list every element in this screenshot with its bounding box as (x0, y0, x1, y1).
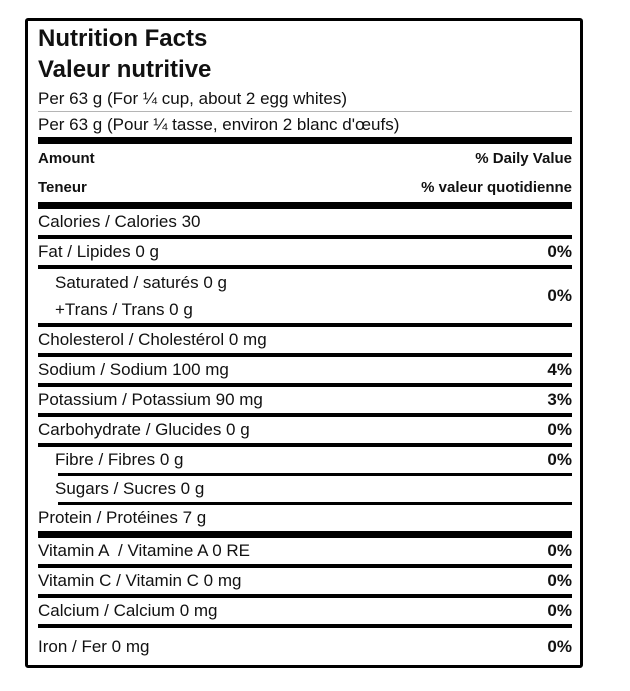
column-header-en (38, 144, 572, 173)
row-calcium (38, 598, 572, 624)
fibre-daily-value: 0% (547, 450, 572, 469)
daily-value-header-fr: % valeur quotidienne (421, 179, 572, 196)
saturated-label: Saturated / saturés 0 g (55, 272, 227, 292)
fat-label: Fat / Lipides 0 g (38, 242, 159, 261)
iron-daily-value: 0% (547, 636, 572, 656)
row-potassium (38, 387, 572, 413)
carbohydrate-label: Carbohydrate / Glucides 0 g (38, 420, 250, 439)
nutrition-facts-label (25, 18, 583, 668)
serving-size-en: Per 63 g (For ¼ cup, about 2 egg whites) (38, 88, 348, 108)
title-en: Nutrition Facts (38, 25, 208, 52)
row-sodium (38, 357, 572, 383)
calcium-daily-value: 0% (547, 601, 572, 620)
title-fr: Valeur nutritive (38, 56, 212, 83)
daily-value-header-en: % Daily Value (475, 150, 572, 167)
vitamin-a-daily-value: 0% (547, 541, 572, 560)
row-calories (38, 209, 572, 235)
potassium-label: Potassium / Potassium 90 mg (38, 390, 263, 409)
row-iron (38, 628, 572, 665)
saturated-trans-labels (38, 269, 227, 323)
fibre-label: Fibre / Fibres 0 g (55, 450, 184, 469)
vitamin-c-label: Vitamin C / Vitamin C 0 mg (38, 571, 242, 590)
sodium-label: Sodium / Sodium 100 mg (38, 360, 229, 379)
amount-header-fr: Teneur (38, 179, 87, 196)
sugars-label: Sugars / Sucres 0 g (55, 479, 205, 498)
calcium-label: Calcium / Calcium 0 mg (38, 601, 218, 620)
row-cholesterol (38, 327, 572, 353)
amount-header-en: Amount (38, 150, 95, 167)
calories-label: Calories / Calories 30 (38, 212, 201, 231)
sodium-daily-value: 4% (547, 360, 572, 379)
saturated-trans-daily-value: 0% (547, 286, 572, 305)
row-fibre (38, 447, 572, 473)
thick-divider-top (38, 137, 572, 144)
row-vitamin-a (38, 538, 572, 564)
thick-divider-header (38, 202, 572, 209)
iron-label: Iron / Fer 0 mg (38, 636, 150, 656)
vitamin-a-label: Vitamin A / Vitamine A 0 RE (38, 541, 250, 560)
cholesterol-label: Cholesterol / Cholestérol 0 mg (38, 330, 267, 349)
row-saturated-trans (38, 269, 572, 323)
row-vitamin-c (38, 568, 572, 594)
vitamin-c-daily-value: 0% (547, 571, 572, 590)
protein-label: Protein / Protéines 7 g (38, 508, 207, 527)
row-protein (38, 505, 572, 531)
row-fat (38, 239, 572, 265)
row-sugars (38, 476, 572, 502)
carbohydrate-daily-value: 0% (547, 420, 572, 439)
potassium-daily-value: 3% (547, 390, 572, 409)
trans-label: +Trans / Trans 0 g (55, 299, 193, 319)
row-carbohydrate (38, 417, 572, 443)
column-header-fr (38, 173, 572, 202)
serving-size-fr: Per 63 g (Pour ¼ tasse, environ 2 blanc d'œufs) (38, 114, 400, 134)
fat-daily-value: 0% (547, 242, 572, 261)
thick-divider-micronutrients (38, 531, 572, 538)
